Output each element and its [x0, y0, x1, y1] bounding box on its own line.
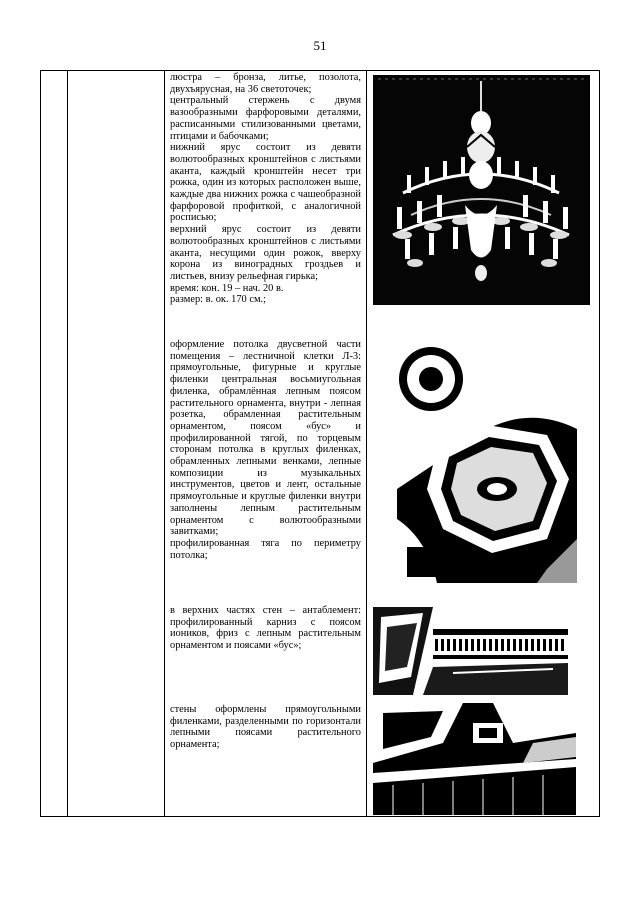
paragraph-chandelier — [170, 72, 361, 306]
paragraph-ceiling — [170, 339, 361, 561]
paragraph-entablature — [170, 605, 361, 652]
text-line: люстра – бронза, литье, позолота, двухъярусная, на 36 светоточек; — [170, 72, 361, 95]
table-cell-index — [41, 71, 68, 817]
text-line: в верхних частях стен – антаблемент: профилированный карниз с поясом иоников, фриз с лепным растительным орнаментом и поясами «бус»; — [170, 605, 361, 652]
entablature-photo — [373, 607, 568, 695]
text-line: центральный стержень с двумя вазообразными фарфоровыми деталями, расписанными стилизованными цветами, птицами и бабочками; — [170, 95, 361, 142]
table-cell-photos — [367, 71, 600, 817]
table-cell-element — [68, 71, 165, 817]
text-line: оформление потолка двусветной части помещения – лестничной клетки Л-3: прямоугольные, фигурные и круглые филенки центральная восьмиугольная филенка, обрамлённая лепным поясом растительного орнамента, внутри - лепная розетка, обрамленная растительным орнаментом, поясом «бус» и профилированной тягой, по торцевым сторонам потолка в круглых филенках, обрамленных лепными венками, лепные композиции из музыкальных инструментов, цветов и лент, остальные прямоугольные и круглые филенки внутри заполнены лепным растительным орнаментом с волютообразными завитками; — [170, 339, 361, 538]
page-number: 51 — [313, 38, 327, 53]
description-table — [40, 70, 600, 817]
text-line: стены оформлены прямоугольными филенками, разделенными по горизонтали лепными поясами растительного орнамента; — [170, 704, 361, 751]
text-line: верхний ярус состоит из девяти волютообразных кронштейнов с листьями аканта, несущими один рожок, вверху корона из виноградных гроздьев и листьев, внизу рельефная гирька; — [170, 224, 361, 282]
paragraph-walls — [170, 704, 361, 751]
text-line: нижний ярус состоит из девяти волютообразных кронштейнов с листьями аканта, каждый кронштейн несет три рожка, один из которых расположен выше, каждые два нижних рожка с чашеобразной фарфоровой профиткой, с аналогичной росписью; — [170, 142, 361, 224]
table-cell-description — [165, 71, 367, 817]
text-line: время: кон. 19 – нач. 20 в. — [170, 282, 284, 294]
ceiling-photo — [397, 339, 577, 583]
table-row — [41, 71, 600, 817]
chandelier-photo — [373, 75, 590, 305]
text-line: профилированная тяга по периметру потолка; — [170, 537, 361, 561]
text-line: размер: в. ок. 170 см.; — [170, 294, 267, 306]
walls-photo — [373, 703, 576, 815]
